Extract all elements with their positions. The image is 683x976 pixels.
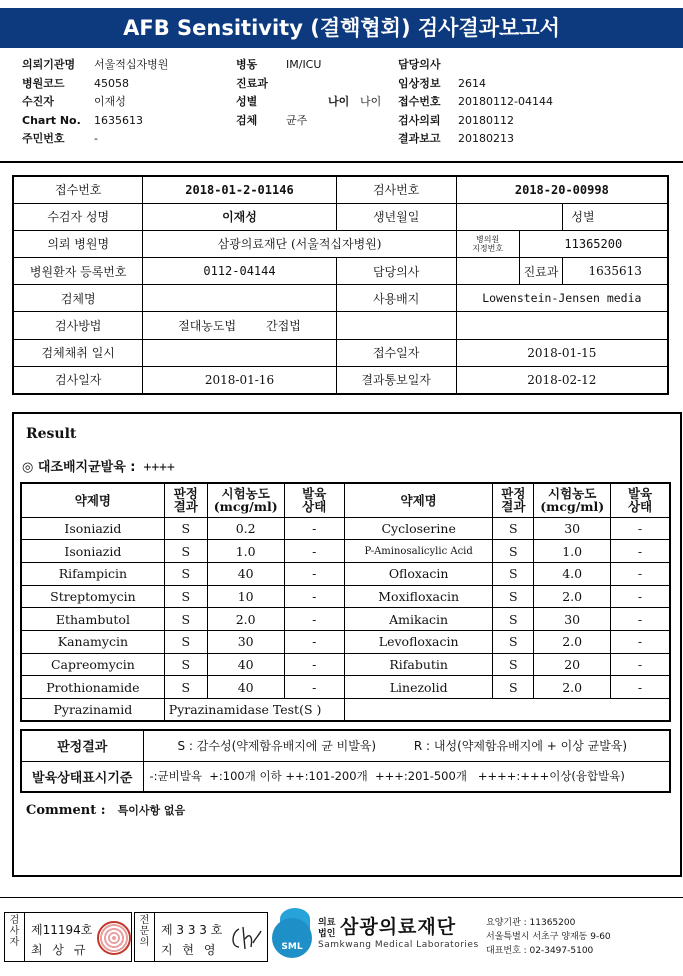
sig-name: 최 상 규 (31, 943, 89, 957)
legend-table (20, 729, 671, 793)
info-label: 수검자 성명 (13, 203, 143, 230)
judge: S (493, 653, 534, 676)
table-row (21, 608, 670, 631)
col-header: 약제명 (21, 483, 164, 517)
concentration: 2.0 (534, 630, 611, 653)
drug-name: Ofloxacin (344, 562, 492, 585)
pza-test: Pyrazinamidase Test(S ) (164, 699, 344, 722)
comment (26, 802, 185, 818)
drug-name: Pyrazinamid (21, 699, 164, 722)
growth: - (611, 608, 670, 631)
control-growth (22, 456, 175, 475)
header-value: 45058 (94, 76, 129, 90)
medium: Lowenstein-Jensen media (456, 285, 668, 312)
info-label: 진료과 (519, 258, 563, 285)
table-row (21, 676, 670, 699)
drug-name: Streptomycin (21, 585, 164, 608)
info-label: 검사방법 (13, 312, 143, 339)
header-value: 1635613 (94, 113, 143, 127)
table-header-row (21, 483, 670, 517)
header-key: 검체 (236, 113, 258, 127)
info-label: 검사일자 (13, 366, 143, 393)
result-section (12, 412, 682, 877)
header-value: 이재성 (94, 95, 126, 108)
empty-cell (344, 699, 670, 722)
collect-date (143, 339, 336, 366)
judge: S (493, 608, 534, 631)
reg-no: 0112-04144 (143, 258, 336, 285)
concentration: 30 (534, 517, 611, 540)
received-date: 2018-01-15 (456, 339, 668, 366)
drug-name: Ethambutol (21, 608, 164, 631)
drug-name: P-Aminosalicylic Acid (344, 540, 492, 563)
info-label: 담당의사 (336, 258, 456, 285)
concentration: 1.0 (207, 540, 284, 563)
header-value: 2614 (458, 76, 486, 90)
sig-role: 검사자 (5, 913, 25, 961)
judge: S (164, 585, 207, 608)
info-label: 검체명 (13, 285, 143, 312)
drug-name: Amikacin (344, 608, 492, 631)
col-header: 판정 결과 (164, 483, 207, 517)
table-row (21, 562, 670, 585)
info-label: 접수일자 (336, 339, 456, 366)
growth: - (284, 540, 344, 563)
control-growth-label: ◎ 대조배지균발육 : (22, 460, 136, 475)
signature-technician (4, 912, 132, 962)
legend-label: 판정결과 (21, 730, 143, 761)
growth: - (611, 562, 670, 585)
footer (0, 908, 683, 968)
growth: - (284, 630, 344, 653)
header-value: IM/ICU (286, 58, 322, 71)
concentration: 1.0 (534, 540, 611, 563)
sml-logo-icon: SML (272, 918, 312, 958)
col-header: 발육 상태 (611, 483, 670, 517)
drug-name: Linezolid (344, 676, 492, 699)
header-info (22, 56, 672, 149)
concentration: 2.0 (207, 608, 284, 631)
handwritten-signature-icon (227, 921, 263, 955)
header-key: Chart No. (22, 113, 81, 127)
drug-name: Prothionamide (21, 676, 164, 699)
header-key: 진료과 (236, 76, 268, 90)
table-row (21, 585, 670, 608)
specimen (143, 285, 336, 312)
header-key: 수진자 (22, 95, 54, 108)
header-value: 20180112-04144 (458, 95, 553, 108)
test-no: 2018-20-00998 (456, 176, 668, 203)
growth: - (611, 653, 670, 676)
sig-name: 지 현 영 (161, 943, 219, 957)
col-header: 시험농도 (mcg/ml) (207, 483, 284, 517)
header-value: 균주 (286, 113, 308, 127)
result-title: Result (26, 426, 77, 442)
legend-judge-s: S : 감수성(약제함유배지에 균 비발육) (177, 739, 377, 754)
control-growth-value: ++++ (143, 460, 175, 475)
header-key: 의뢰기관명 (22, 58, 76, 71)
org-tel: 대표번호 : 02-3497-5100 (486, 946, 594, 956)
judge: S (164, 653, 207, 676)
empty-cell (336, 312, 456, 339)
sig-role: 전문의 (135, 913, 155, 961)
info-label: 검체채취 일시 (13, 339, 143, 366)
concentration: 40 (207, 653, 284, 676)
growth: - (284, 585, 344, 608)
drug-name: Isoniazid (21, 517, 164, 540)
col-header: 시험농도 (mcg/ml) (534, 483, 611, 517)
drug-name: Kanamycin (21, 630, 164, 653)
table-row (21, 540, 670, 563)
org-address: 서울특별시 서초구 양재동 9-60 (486, 932, 611, 942)
report-title: AFB Sensitivity (결핵협회) 검사결과보고서 (0, 8, 683, 48)
dob (456, 203, 563, 230)
header-key: 병원코드 (22, 76, 65, 90)
designated-no: 11365200 (519, 230, 668, 257)
growth: - (611, 585, 670, 608)
info-label: 생년월일 (336, 203, 456, 230)
sex-cell (563, 203, 668, 230)
info-label: 병원환자 등록번호 (13, 258, 143, 285)
method (143, 312, 336, 339)
judge: S (164, 676, 207, 699)
drug-name: Isoniazid (21, 540, 164, 563)
judge: S (164, 540, 207, 563)
empty-cell (456, 312, 668, 339)
org-english: Samkwang Medical Laboratories (318, 940, 479, 950)
judge: S (164, 630, 207, 653)
drug-name: Levofloxacin (344, 630, 492, 653)
growth: - (611, 676, 670, 699)
concentration: 30 (534, 608, 611, 631)
judge: S (493, 676, 534, 699)
comment-label: Comment : (26, 803, 106, 818)
comment-value: 특이사항 없음 (117, 804, 186, 817)
growth: - (284, 653, 344, 676)
concentration: 2.0 (534, 585, 611, 608)
judge: S (493, 517, 534, 540)
sig-license: 제 3 3 3 호 (161, 923, 223, 937)
header-key: 임상정보 (398, 76, 441, 90)
header-value: 20180112 (458, 113, 514, 127)
notify-date: 2018-02-12 (456, 366, 668, 393)
header-age-key: 나이 (328, 95, 350, 108)
method-b: 간접법 (266, 319, 301, 334)
legend-judge (143, 730, 670, 761)
drug-name: Rifabutin (344, 653, 492, 676)
header-value: - (94, 132, 98, 145)
org-prefix (318, 918, 335, 940)
table-row-pza (21, 699, 670, 722)
drug-name: Capreomycin (21, 653, 164, 676)
method-a: 절대농도법 (178, 319, 237, 334)
header-key: 성별 (236, 95, 258, 108)
concentration: 40 (207, 676, 284, 699)
info-label: 접수번호 (13, 176, 143, 203)
divider (0, 897, 683, 898)
drug-sensitivity-table (20, 482, 671, 722)
receipt-no: 2018-01-2-01146 (143, 176, 336, 203)
judge: S (493, 540, 534, 563)
header-key: 결과보고 (398, 132, 441, 145)
legend-label: 발육상태표시기준 (21, 761, 143, 792)
col-header: 발육 상태 (284, 483, 344, 517)
info-label: 성별 (571, 210, 595, 225)
sig-license: 제11194호 (31, 923, 93, 937)
divider (0, 161, 683, 163)
org-prefix-1: 의료 (318, 918, 336, 928)
judge: S (164, 517, 207, 540)
header-key: 주민번호 (22, 132, 65, 145)
info-label: 검사번호 (336, 176, 456, 203)
header-age-value: 나이 (360, 95, 382, 108)
header-value: 서울적십자병원 (94, 58, 169, 71)
header-key: 검사의뢰 (398, 113, 441, 127)
header-key: 담당의사 (398, 58, 441, 71)
info-label: 의뢰 병원명 (13, 230, 143, 257)
drug-name: Cycloserine (344, 517, 492, 540)
growth: - (611, 630, 670, 653)
doctor (456, 258, 519, 285)
judge: S (164, 562, 207, 585)
growth: - (284, 517, 344, 540)
drug-name: Rifampicin (21, 562, 164, 585)
judge: S (164, 608, 207, 631)
growth: - (284, 676, 344, 699)
signature-specialist (134, 912, 268, 962)
concentration: 30 (207, 630, 284, 653)
seal-stamp-icon (97, 921, 131, 955)
judge: S (493, 585, 534, 608)
legend-judge-r: R : 내성(약제함유배지에 + 이상 균발육) (413, 739, 628, 754)
org-code: 요양기관 : 11365200 (486, 918, 576, 928)
table-row (21, 517, 670, 540)
col-header: 판정 결과 (493, 483, 534, 517)
col-header: 약제명 (344, 483, 492, 517)
dept: 1635613 (563, 258, 668, 285)
growth: - (611, 540, 670, 563)
legend-growth: -:균비발육 +:100개 이하 ++:101-200개 +++:201-500개 ++++:+++이상(융합발육) (143, 761, 670, 792)
patient-name: 이재성 (143, 203, 336, 230)
header-value: 20180213 (458, 132, 514, 145)
info-label: 결과통보일자 (336, 366, 456, 393)
judge: S (493, 630, 534, 653)
concentration: 4.0 (534, 562, 611, 585)
header-key: 병동 (236, 58, 258, 71)
org-name: 삼광의료재단 (340, 916, 457, 938)
info-label: 사용배지 (336, 285, 456, 312)
concentration: 2.0 (534, 676, 611, 699)
concentration: 40 (207, 562, 284, 585)
concentration: 10 (207, 585, 284, 608)
org-prefix-2: 법인 (318, 929, 336, 939)
test-date: 2018-01-16 (143, 366, 336, 393)
concentration: 0.2 (207, 517, 284, 540)
table-row (21, 630, 670, 653)
header-key: 접수번호 (398, 95, 441, 108)
drug-name: Moxifloxacin (344, 585, 492, 608)
patient-info-table (12, 175, 669, 395)
concentration: 20 (534, 653, 611, 676)
table-row (21, 653, 670, 676)
growth: - (284, 562, 344, 585)
info-label: 병의원 지정번호 (456, 230, 519, 257)
hospital-name: 삼광의료재단 (서울적십자병원) (143, 230, 456, 257)
growth: - (284, 608, 344, 631)
org-info (486, 916, 611, 958)
growth: - (611, 517, 670, 540)
judge: S (493, 562, 534, 585)
